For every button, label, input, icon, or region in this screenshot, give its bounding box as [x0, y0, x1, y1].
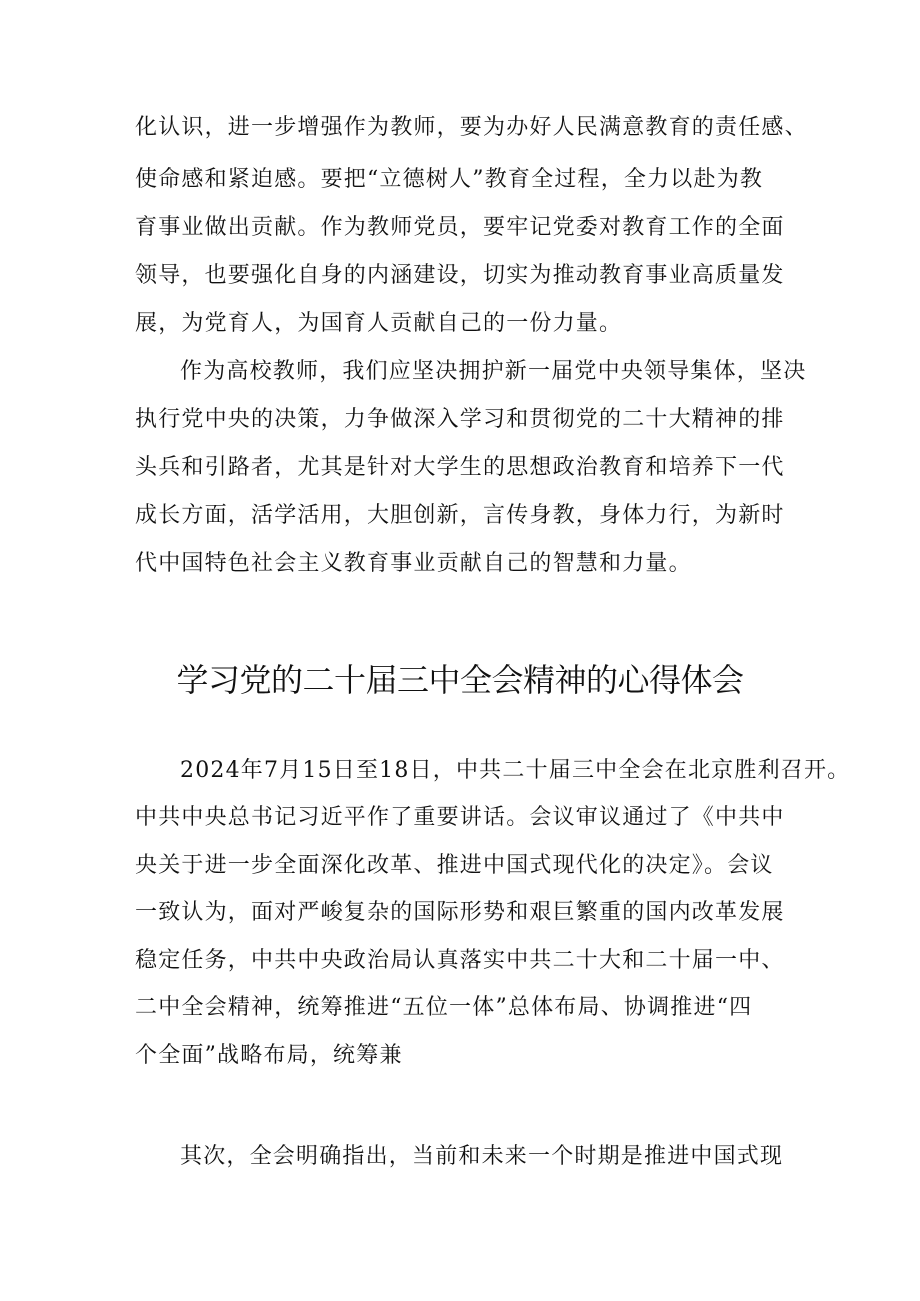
paragraph-1-line-5: 展，为党育人，为国育人贡献自己的一份力量。 — [135, 311, 623, 336]
paragraph-4-line-1: 其次，全会明确指出，当前和未来一个时期是推进中国式现 — [180, 1144, 784, 1169]
paragraph-2-line-3: 头兵和引路者，尤其是针对大学生的思想政治教育和培养下一代 — [135, 455, 785, 480]
paragraph-1-line-2: 使命感和紧迫感。要把“立德树人”教育全过程，全力以赴为教 — [135, 167, 764, 192]
paragraph-2-line-1: 作为高校教师，我们应坚决拥护新一届党中央领导集体，坚决 — [180, 359, 807, 384]
paragraph-3-line-4: 一致认为，面对严峻复杂的国际形势和艰巨繁重的国内改革发展 — [135, 900, 785, 925]
paragraph-3-line-6: 二中全会精神，统筹推进“五位一体”总体布局、协调推进“四 — [135, 995, 753, 1020]
paragraph-3-line-5: 稳定任务，中共中央政治局认真落实中共二十大和二十届一中、 — [135, 948, 785, 973]
paragraph-2-line-2: 执行党中央的决策，力争做深入学习和贯彻党的二十大精神的排 — [135, 407, 785, 432]
paragraph-3-line-2: 中共中央总书记习近平作了重要讲话。会议审议通过了《中共中 — [135, 805, 785, 830]
page-title: 学习党的二十届三中全会精神的心得体会 — [176, 661, 744, 699]
paragraph-2-line-5: 代中国特色社会主义教育事业贡献自己的智慧和力量。 — [135, 551, 692, 576]
paragraph-2-line-4: 成长方面，活学活用，大胆创新，言传身教，身体力行，为新时 — [135, 503, 785, 528]
paragraph-1-line-1: 化认识，进一步增强作为教师，要为办好人民满意教育的责任感、 — [135, 115, 808, 140]
paragraph-3-line-3: 央关于进一步全面深化改革、推进中国式现代化的决定》。会议 — [135, 853, 774, 878]
paragraph-3-line-1: 2024年7月15日至18日，中共二十届三中全会在北京胜利召开。 — [180, 758, 851, 783]
paragraph-1-line-3: 育事业做出贡献。作为教师党员，要牢记党委对教育工作的全面 — [135, 215, 785, 240]
paragraph-3-line-7: 个全面”战略布局，统筹兼 — [135, 1043, 403, 1068]
paragraph-1-line-4: 领导，也要强化自身的内涵建设，切实为推动教育事业高质量发 — [135, 263, 785, 288]
